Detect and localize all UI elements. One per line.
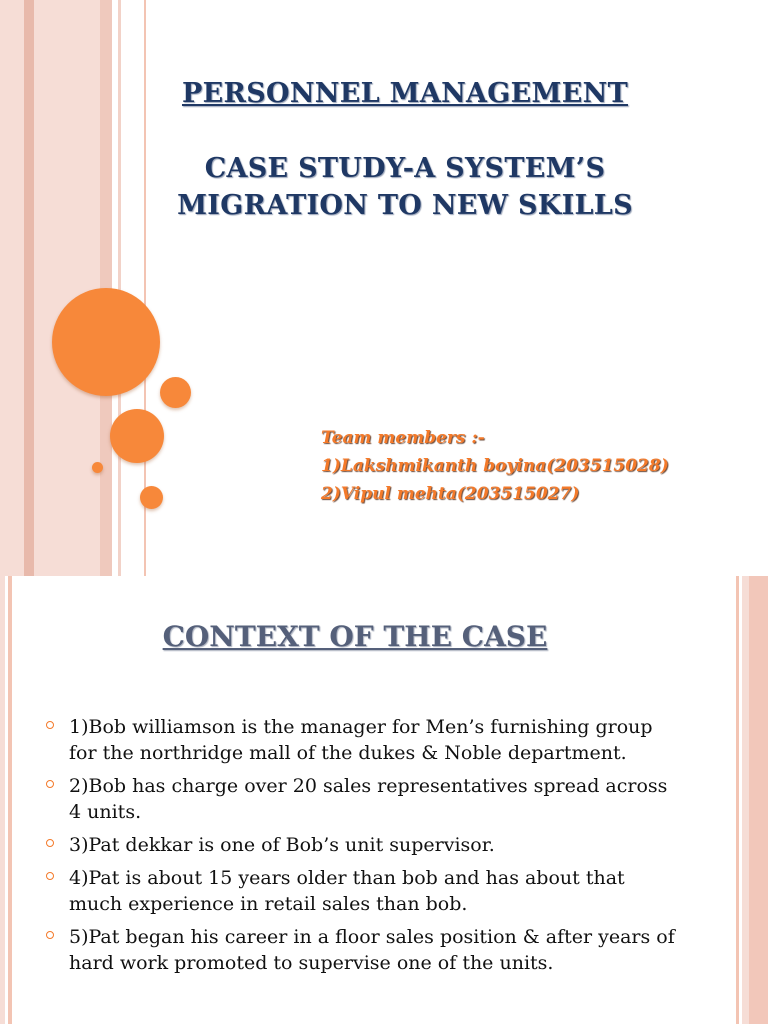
bullet-text: 5)Pat began his career in a floor sales position & after years of hard work promoted to supervise one of the units. bbox=[69, 926, 675, 974]
circle-bullet-icon bbox=[46, 872, 54, 880]
decorative-bar bbox=[34, 0, 100, 576]
bullet-text: 4)Pat is about 15 years older than bob and has about that much experience in retail sales than bob. bbox=[69, 867, 625, 915]
circle-bullet-icon bbox=[46, 721, 54, 729]
slide-subtitle bbox=[120, 150, 690, 224]
decorative-bar bbox=[736, 576, 739, 1024]
list-item bbox=[40, 773, 680, 825]
decorative-circle-large bbox=[52, 288, 160, 396]
list-item bbox=[40, 924, 680, 976]
circle-bullet-icon bbox=[46, 839, 54, 847]
bullet-list bbox=[40, 714, 680, 983]
decorative-circle bbox=[110, 409, 164, 463]
slide-heading: CONTEXT OF THE CASE bbox=[162, 620, 548, 653]
decorative-bar bbox=[8, 576, 12, 1024]
circle-bullet-icon bbox=[46, 780, 54, 788]
decorative-bar bbox=[749, 576, 768, 1024]
team-members bbox=[321, 424, 669, 508]
circle-bullet-icon bbox=[46, 931, 54, 939]
list-item bbox=[40, 714, 680, 766]
team-member: 2)Vipul mehta(203515027) bbox=[321, 484, 580, 504]
decorative-bar bbox=[24, 0, 34, 576]
decorative-circle bbox=[140, 486, 163, 509]
bullet-text: 1)Bob williamson is the manager for Men’s furnishing group for the northridge mall of the dukes & Noble department. bbox=[69, 716, 653, 764]
decorative-bar bbox=[0, 0, 24, 576]
decorative-circle-small bbox=[92, 462, 103, 473]
slide-title: PERSONNEL MANAGEMENT bbox=[181, 78, 628, 109]
subtitle-line: MIGRATION TO NEW SKILLS bbox=[177, 190, 633, 221]
list-item bbox=[40, 865, 680, 917]
team-member: 1)Lakshmikanth boyina(203515028) bbox=[321, 456, 669, 476]
subtitle-line: CASE STUDY-A SYSTEM’S bbox=[204, 153, 606, 184]
list-item bbox=[40, 832, 680, 858]
decorative-circle bbox=[160, 377, 191, 408]
team-heading: Team members :- bbox=[321, 428, 485, 448]
content-slide bbox=[0, 576, 768, 1024]
bullet-text: 2)Bob has charge over 20 sales representatives spread across 4 units. bbox=[69, 775, 668, 823]
bullet-text: 3)Pat dekkar is one of Bob’s unit supervisor. bbox=[69, 834, 495, 856]
decorative-bar bbox=[0, 576, 5, 1024]
decorative-bar bbox=[742, 576, 749, 1024]
